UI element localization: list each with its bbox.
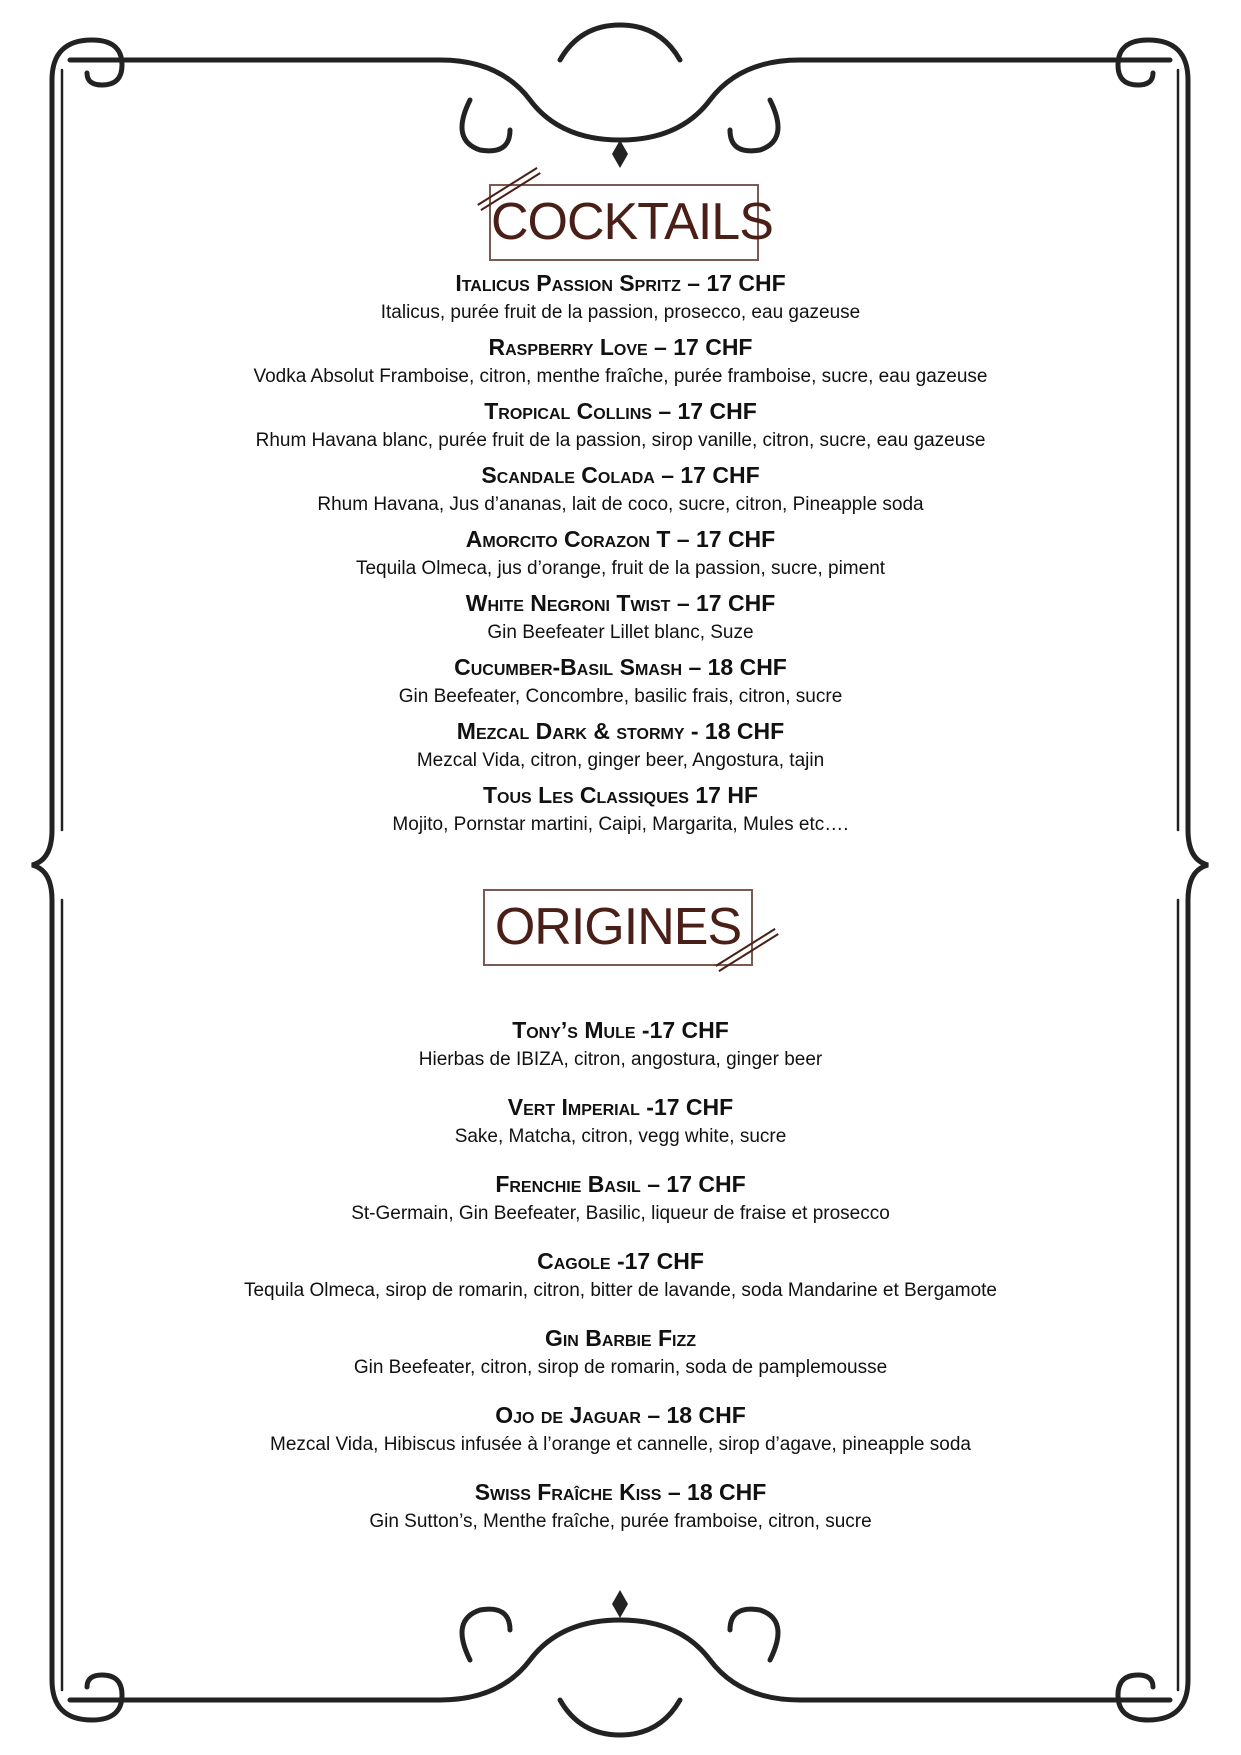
item-description: Gin Beefeater, citron, sirop de romarin, soda de pamplemousse bbox=[353, 1357, 888, 1378]
item-description: Tequila Olmeca, sirop de romarin, citron, bitter de lavande, soda Mandarine et Bergamote bbox=[243, 1280, 997, 1301]
item-name: Italicus Passion Spritz – 17 CHF bbox=[455, 270, 786, 296]
menu-item bbox=[0, 1169, 1241, 1246]
menu-item bbox=[0, 652, 1241, 716]
item-description: Mezcal Vida, citron, ginger beer, Angostura, tajin bbox=[416, 750, 825, 771]
item-description: Mezcal Vida, Hibiscus infusée à l’orange et cannelle, sirop d’agave, pineapple soda bbox=[270, 1434, 971, 1455]
item-name: Amorcito Corazon T – 17 CHF bbox=[465, 526, 776, 552]
item-description: Rhum Havana blanc, purée fruit de la passion, sirop vanille, citron, sucre, eau gazeuse bbox=[255, 430, 986, 451]
item-description: Tequila Olmeca, jus d’orange, fruit de la passion, sucre, piment bbox=[355, 558, 886, 579]
item-name: Swiss Fraîche Kiss – 18 CHF bbox=[474, 1479, 767, 1505]
item-description: Hierbas de IBIZA, citron, angostura, ginger beer bbox=[418, 1049, 823, 1070]
item-name: Tous Les Classiques 17 HF bbox=[483, 782, 758, 808]
origines-heading bbox=[483, 889, 753, 966]
item-name: Raspberry Love – 17 CHF bbox=[488, 334, 753, 360]
menu-item bbox=[0, 268, 1241, 332]
item-description: Italicus, purée fruit de la passion, prosecco, eau gazeuse bbox=[380, 302, 861, 323]
menu-item bbox=[0, 1092, 1241, 1169]
item-name: Cucumber-Basil Smash – 18 CHF bbox=[454, 654, 787, 680]
menu-item bbox=[0, 1400, 1241, 1477]
item-description: St-Germain, Gin Beefeater, Basilic, liqueur de fraise et prosecco bbox=[351, 1203, 890, 1224]
cocktails-list bbox=[0, 268, 1241, 844]
menu-item bbox=[0, 1015, 1241, 1092]
item-name: Vert Imperial -17 CHF bbox=[507, 1094, 734, 1120]
origines-list bbox=[0, 1015, 1241, 1554]
cocktails-title: COCKTAILS bbox=[491, 193, 773, 251]
item-description: Gin Sutton’s, Menthe fraîche, purée framboise, citron, sucre bbox=[369, 1511, 872, 1532]
item-description: Sake, Matcha, citron, vegg white, sucre bbox=[454, 1126, 787, 1147]
item-description: Vodka Absolut Framboise, citron, menthe fraîche, purée framboise, sucre, eau gazeuse bbox=[253, 366, 988, 387]
item-name: Scandale Colada – 17 CHF bbox=[481, 462, 760, 488]
origines-title: ORIGINES bbox=[494, 898, 742, 956]
item-description: Rhum Havana, Jus d’ananas, lait de coco, sucre, citron, Pineapple soda bbox=[317, 494, 924, 515]
item-name: Cagole -17 CHF bbox=[537, 1248, 704, 1274]
item-name: Tony’s Mule -17 CHF bbox=[512, 1017, 729, 1043]
item-name: Mezcal Dark & stormy - 18 CHF bbox=[456, 718, 785, 744]
item-description: Mojito, Pornstar martini, Caipi, Margarita, Mules etc…. bbox=[392, 814, 849, 835]
menu-item bbox=[0, 332, 1241, 396]
item-description: Gin Beefeater Lillet blanc, Suze bbox=[487, 622, 754, 643]
item-description: Gin Beefeater, Concombre, basilic frais, citron, sucre bbox=[398, 686, 843, 707]
item-name: Gin Barbie Fizz bbox=[544, 1325, 697, 1351]
menu-item bbox=[0, 524, 1241, 588]
menu-item bbox=[0, 716, 1241, 780]
menu-item bbox=[0, 396, 1241, 460]
cocktails-heading bbox=[489, 184, 773, 261]
menu-item bbox=[0, 1246, 1241, 1323]
menu-item bbox=[0, 1477, 1241, 1554]
item-name: Tropical Collins – 17 CHF bbox=[484, 398, 757, 424]
menu-item bbox=[0, 460, 1241, 524]
menu-item bbox=[0, 1323, 1241, 1400]
item-name: Ojo de Jaguar – 18 CHF bbox=[495, 1402, 746, 1428]
menu-item bbox=[0, 588, 1241, 652]
item-name: Frenchie Basil – 17 CHF bbox=[495, 1171, 746, 1197]
item-name: White Negroni Twist – 17 CHF bbox=[465, 590, 776, 616]
menu-item bbox=[0, 780, 1241, 844]
